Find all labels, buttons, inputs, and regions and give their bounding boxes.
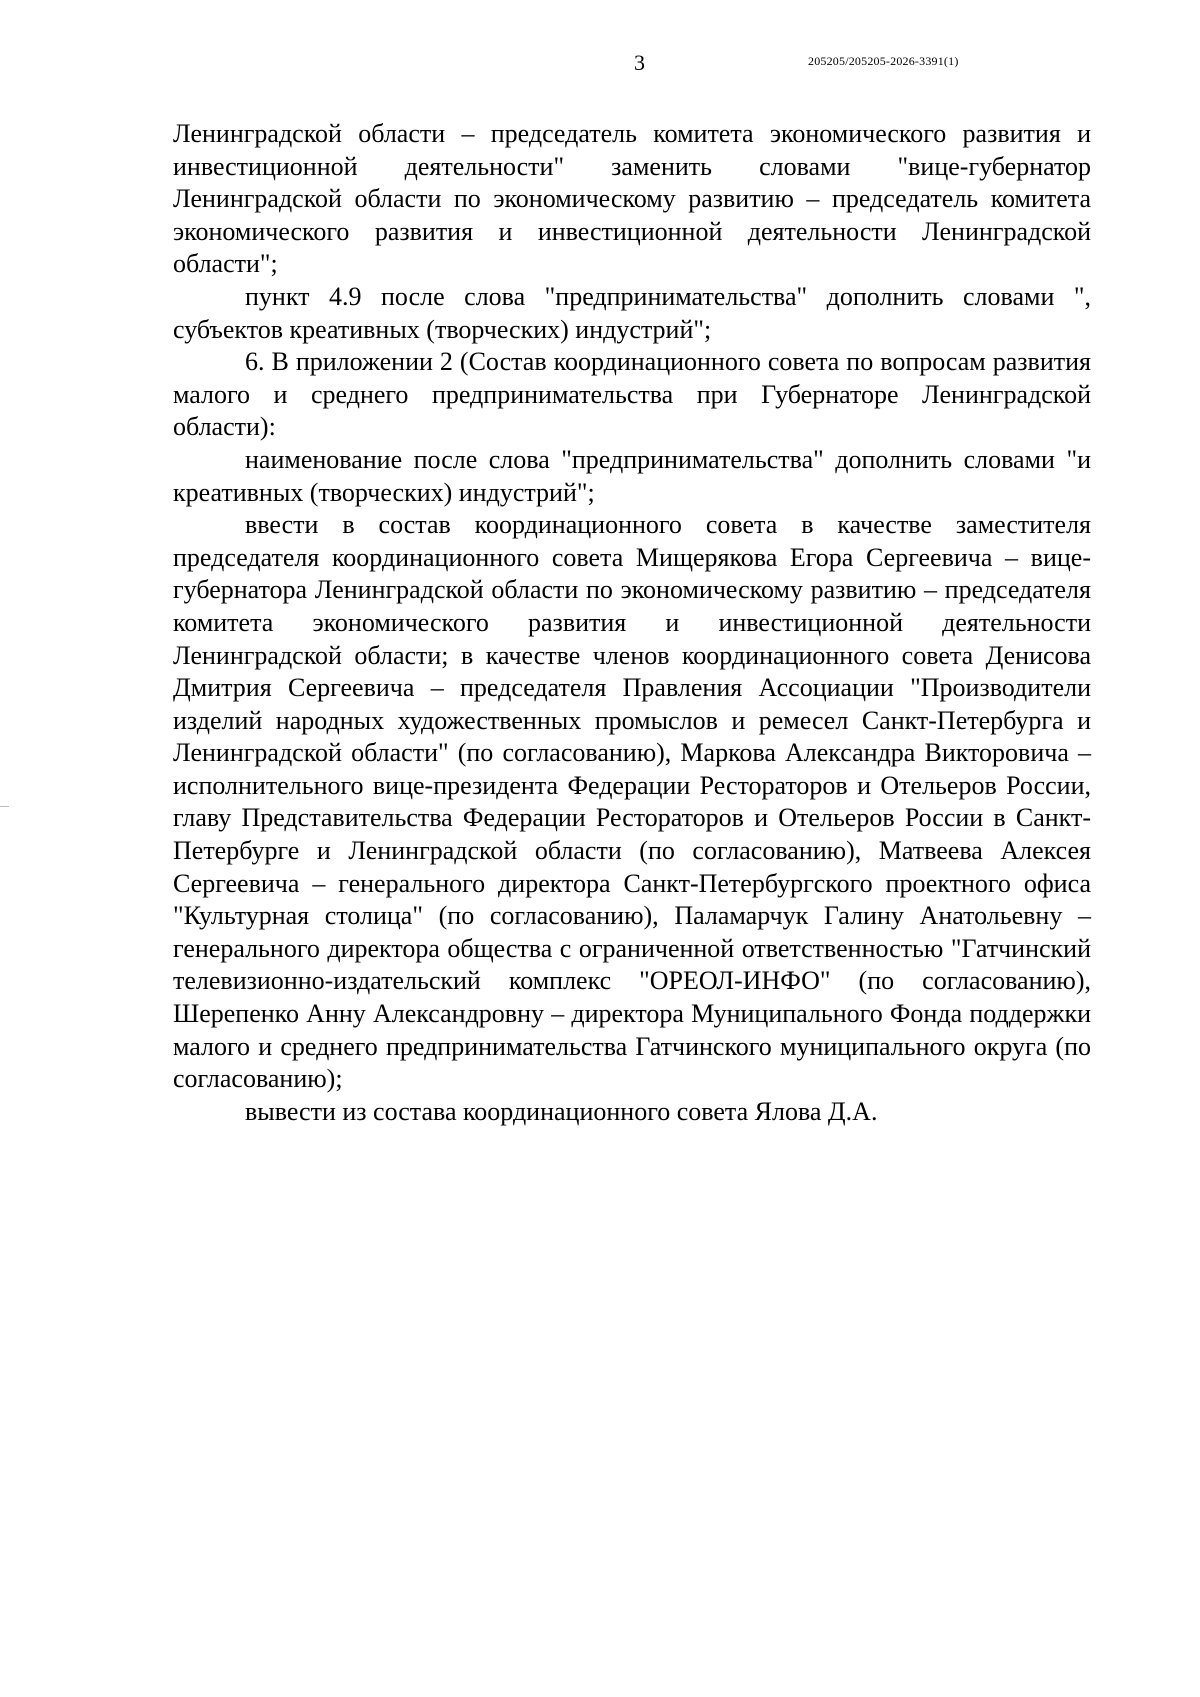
document-code: 205205/205205-2026-3391(1) [808,54,959,68]
paragraph-remove-member: вывести из состава координационного совета Ялова Д.А. [245,1096,878,1126]
scan-margin-mark [0,806,9,807]
paragraph-item-6: 6. В приложении 2 (Состав координационного совета по вопросам развития малого и среднего предпринимательства при Губернаторе Ленинградской области): [173,347,1091,442]
paragraph-title-amendment: наименование после слова "предпринимательства" дополнить словами "и креативных (творческих) индустрий"; [173,444,1091,507]
paragraph-add-members: ввести в состав координационного совета в качестве заместителя председателя координационного совета Мищерякова Егора Сергеевича – вице-губернатора Ленинградской области по экономическому развитию – председателя комитета экономического развития и инвестиционной деятельности Ленинградской области; в качестве членов координационного совета Денисова Дмитрия Сергеевича – председателя Правления Ассоциации "Производители изделий народных художественных промыслов и ремесел Санкт-Петербурга и Ленинградской области" (по согласованию), Маркова Александра Викторовича – исполнительного вице-президента Федерации Рестораторов и Отельеров России, главу Представительства Федерации Рестораторов и Отельеров России в Санкт-Петербурге и Ленинградской области (по согласованию), Матвеева Алексея Сергеевича – генерального директора Санкт-Петербургского проектного офиса "Культурная столица" (по согласованию), Паламарчук Галину Анатольевну – генерального директора общества с ограниченной ответственностью "Гатчинский телевизионно-издательский комплекс "ОРЕОЛ-ИНФО" (по согласованию), Шерепенко Анну Александровну – директора Муниципального Фонда поддержки малого и среднего предпринимательства Гатчинского муниципального округа (по согласованию); [173,510,1091,1094]
document-body [173,118,1091,1128]
paragraph-item-4-9: пункт 4.9 после слова "предпринимательства" дополнить словами ", субъектов креативных (творческих) индустрий"; [173,281,1091,344]
page-number: 3 [634,50,645,75]
paragraph-continuation: Ленинградской области – председатель комитета экономического развития и инвестиционной деятельности" заменить словами "вице-губернатор Ленинградской области по экономическому развитию – председатель комитета экономического развития и инвестиционной деятельности Ленинградской области"; [173,119,1091,279]
